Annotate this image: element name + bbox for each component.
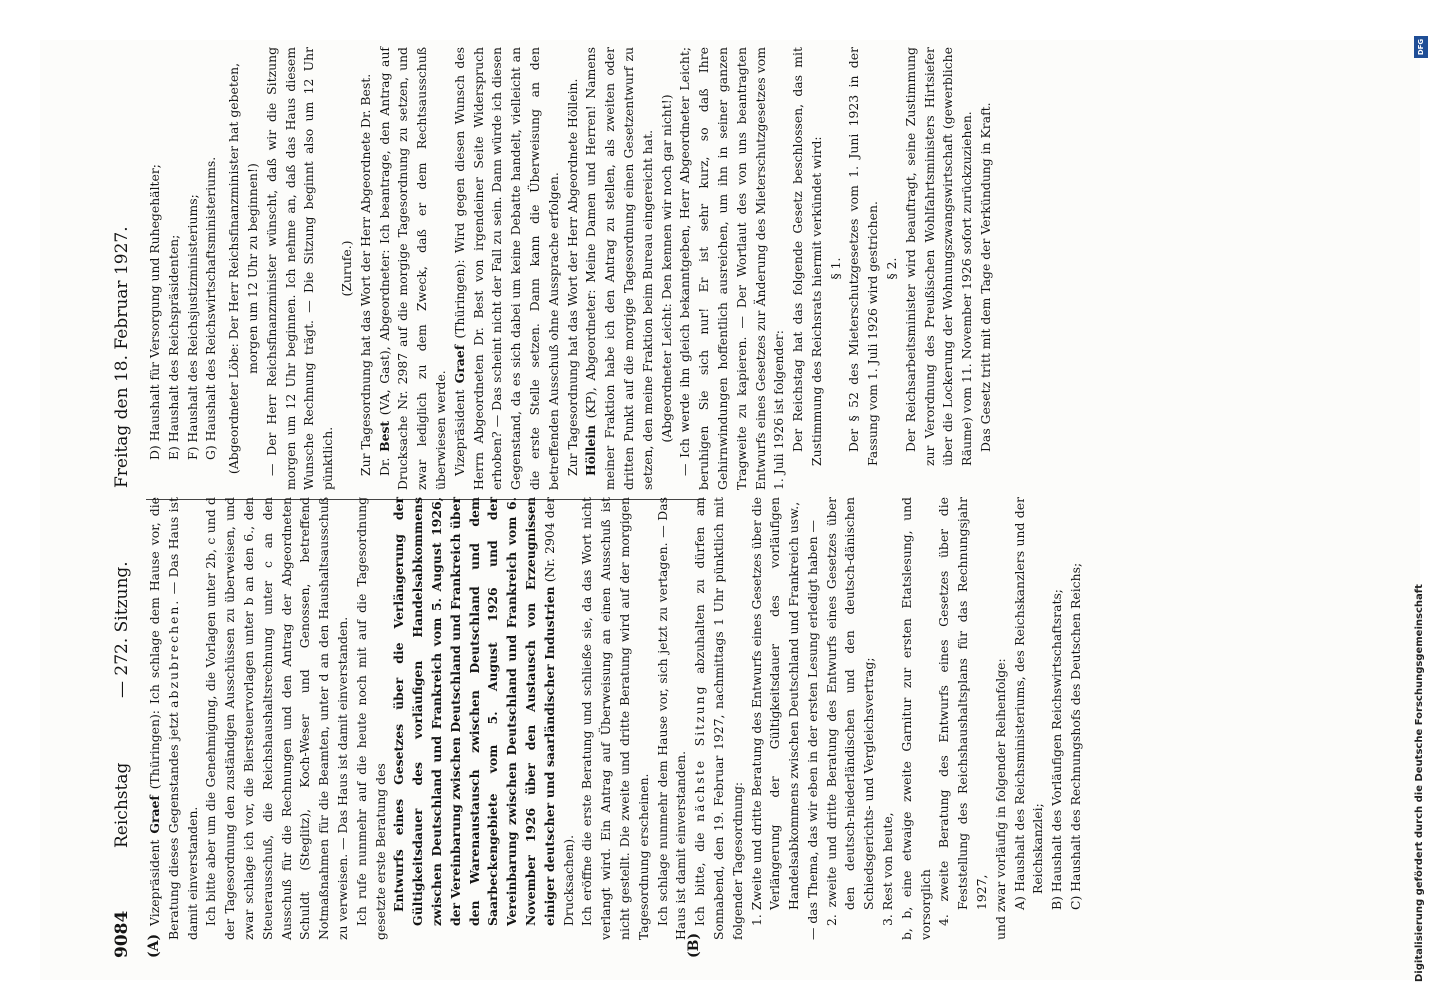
agenda-subitem: B) Haushalt des Vorläufigen Reichswirtschaftsrats; [1049,589,1065,910]
agenda-subitem: G) Haushalt des Reichswirtschaftsministeriums. [203,156,219,460]
paragraph: Ich eröffne die erste Beratung und schließe sie, da das Wort nicht verlangt wird. Ein Antrag auf Überweisung an einen Ausschuß ist nicht gestellt. Die zweite und dritte Beratung wird auf der morgigen Tagesordnung erscheinen. [579,497,651,940]
paragraph: Zur Tagesordnung hat das Wort der Herr Abgeordnete Dr. Best. [357,73,373,476]
header-date: Freitag den 18. Februar 1927. [112,226,132,488]
agenda-item: 4. zweite Beratung des Entwurfs eines Gesetzes über die Feststellung des Reichshaushaltsplans für das Rechnungsjahr 1927, [936,497,990,926]
speaker-name: Best [376,420,392,452]
paragraph [146,497,202,940]
paragraph [376,47,451,490]
quoted-law: Der § 52 des Mieterschutzgesetzes vom 1. Juni 1923 in der Fassung vom 1. Juli 1926 wird gestrichen. [846,47,881,466]
agenda-subitem: A) Haushalt des Reichsministeriums, des Reichskanzlers und der Reichskanzlei; [1011,497,1046,910]
spaced-text: abzubrechen. [165,598,181,708]
agenda-item: 1. Zweite und dritte Beratung des Entwurfs eines Gesetzes über die Verlängerung der Gültigkeitsdauer des vorläufigen Handelsabkommens zwischen Deutschland und Frankreich usw., [748,497,802,926]
agenda-subitem: F) Haushalt des Reichsjustizministeriums; [184,194,200,460]
digitization-note: Digitalisierung gefördert durch die Deutsche Forschungsgemeinschaft [1414,584,1425,982]
paragraph: — Der Herr Reichsfinanzminister wünscht, daß wir die Sitzung morgen um 12 Uhr beginnen. Ich nehme an, daß das Haus diesem Wunsche Rechnung trägt. — Die Sitzung beginnt also um 12 Uhr pünktlich. [263,47,336,490]
text-run: abzuhalten zu dürfen am Sonnabend, den 19. Februar 1927, nachmittags 1 Uhr pünktlich mit folgender Tagesordnung: [692,497,745,940]
agenda-subitem: E) Haushalt des Reichspräsidenten; [165,234,181,460]
section-heading: § 1. [827,257,843,280]
section-heading: § 2. [884,257,900,280]
margin-marker-b: (B) [686,932,702,958]
text-run: (Nr. 2904 der Drucksachen). [541,497,576,926]
paragraph: Ich schlage nunmehr dem Hause vor, sich jetzt zu vertagen. — Das Haus ist damit einverstanden. [654,497,689,940]
agenda-item: 3. Rest von heute, [880,812,896,926]
spaced-text: nächste Sitzung [692,684,708,822]
header-session: — 272. Sitzung. [112,561,132,698]
paragraph: — das Thema, das wir eben in der ersten Lesung erledigt haben — [804,520,820,940]
speaker-name: Höllein [583,425,599,476]
header-reichstag: Reichstag [112,762,132,848]
text-run: Dr. [376,451,392,476]
paragraph: Zur Tagesordnung hat das Wort der Herr Abgeordnete Höllein. [564,78,580,476]
page-number: 9084 [112,910,132,958]
interjection: (Abgeordneter Leicht: Den kennen wir noch gar nicht!) [658,94,674,443]
paragraph: Ich rufe nunmehr auf die heute noch mit auf die Tagesordnung gesetzte erste Beratung des [353,497,388,940]
interjection: (Abgeordneter Löbe: Der Herr Reichsfinanzminister hat gebeten, morgen um 12 Uhr zu beginnen!) [226,62,260,475]
logo-text: DFG [1417,38,1425,56]
agenda-subitem: C) Haushalt des Rechnungshofs des Deutschen Reichs; [1068,562,1084,910]
quoted-law: Der Reichsarbeitsminister wird beauftragt, seine Zustimmung zur Verordnung des Preußischen Wohlfahrtsministers Hirtsiefer über die Lockerung der Wohnungszwangswirtschaft (gewerbliche Räume) vom 11. November 1926 sofort zurückzuziehen. [902,47,975,466]
bold-text: Entwurfs eines Gesetzes über die Verlängerung der Gültigkeitsdauer des vorläufigen Handelsabkommens zwischen Deutschland und Frankreich vom 5. August 1926, der Vereinbarung zwischen Deutschland und Frankreich über den Warenaustausch zwischen Deutschland und dem Saarbeckengebiete vom 5. August 1926 und der Vereinbarung zwischen Deutschland und Frankreich vom 6. November 1926 über den Austausch von Erzeugnissen einiger deutscher und saarländischer Industrien [391,497,557,926]
text-run: Vizepräsident [451,383,467,476]
speaker-name: Graef [451,344,467,384]
interjection: (Zurufe.) [338,240,354,297]
speaker-name: Graef [147,795,162,834]
margin-marker-a: (A) [146,933,162,958]
agenda-subitem: D) Haushalt für Versorgung und Ruhegehälter; [147,164,162,460]
text-run: — Das Haus ist damit einverstanden. [165,497,200,940]
text-run: Ich bitte, die [692,821,708,926]
text-run: (KP), Abgeordneter: Meine Damen und Herren! Namens meiner Fraktion habe ich den Antrag zu stellen, als zweiten oder dritten Punkt auf die morgige Tagesordnung einen Gesetzentwurf zu setzen, den meine Fraktion beim Bureau eingereicht hat. [583,47,655,490]
left-column [146,497,1086,940]
paragraph [691,497,747,940]
text-run: (VA, Gast), Abgeordneter: Ich beantrage, den Antrag auf Drucksache Nr. 2987 auf die morgige Tagesordnung zu setzen, und zwar lediglich zu dem Zweck, daß er dem Rechtsausschuß überwiesen werde. [376,46,448,490]
paragraph: und zwar vorläufig in folgender Reihenfolge: [992,658,1008,940]
paragraph [582,47,657,490]
paragraph: Ich bitte aber um die Genehmigung, die Vorlagen unter 2b, c und d der Tagesordnung den zuständigen Ausschüssen zu überweisen, und zwar schlage ich vor, die Biersteuervorlagen unter b an den 6., den Steuerausschuß, die Reichshaushaltsrechnung unter c an den Ausschuß für die Rechnungen und den Antrag der Abgeordneten Schuldt (Steglitz), Koch-Weser und Genossen, betreffend Notmaßnahmen für die Beamten, unter d an den Haushaltsausschuß zu verweisen. — Das Haus ist damit einverstanden. [203,497,350,940]
text-run: (Thüringen): Wird gegen diesen Wunsch des Herrn Abgeordneten Dr. Best von irgendeiner Seite Widerspruch erhoben? — Das scheint nicht der Fall zu sein. Dann würde ich diesen Gegenstand, da es sich dabei um keine Debatte handelt, vielleicht an die erste Stelle setzen. Dann kann die Überweisung an den betreffenden Ausschuß ohne Aussprache erfolgen. [451,47,561,490]
dfg-logo [1414,36,1428,58]
paragraph [451,47,564,490]
agenda-item: 2. zweite und dritte Beratung des Entwurfs eines Gesetzes über den deutsch-niederländischen und den deutsch-dänischen Schiedsgerichts- und Vergleichsvertrag; [823,497,877,926]
page-header [108,53,138,958]
quoted-law: Der Reichstag hat das folgende Gesetz beschlossen, das mit Zustimmung des Reichsrats hiermit verkündet wird: [790,47,824,466]
paragraph: b, b, eine etwaige zweite Garnitur zur ersten Etatslesung, und vorsorglich [898,497,933,940]
bill-title [390,497,578,940]
text-run: Vizepräsident [147,833,162,926]
text-run: (Thüringen): Ich schlage dem Hause vor, die Beratung dieses Gegenstandes jetzt [147,497,181,940]
rotated-page-content [108,0,1338,958]
paragraph: — Ich werde ihn gleich bekanntgeben, Herr Abgeordneter Leicht; beruhigen Sie sich nur! Er ist sehr kurz, so daß Ihre Gehirnwindungen hoffentlich ausreichen, um ihn in seiner ganzen Tragweite zu kapieren. — Der Wortlaut des von uns beantragten Entwurfs eines Gesetzes zur Änderung des Mieterschutzgesetzes vom 1. Juli 1926 ist folgender: [677,47,787,490]
right-column [146,47,996,490]
quoted-law: Das Gesetz tritt mit dem Tage der Verkündung in Kraft. [978,102,994,452]
